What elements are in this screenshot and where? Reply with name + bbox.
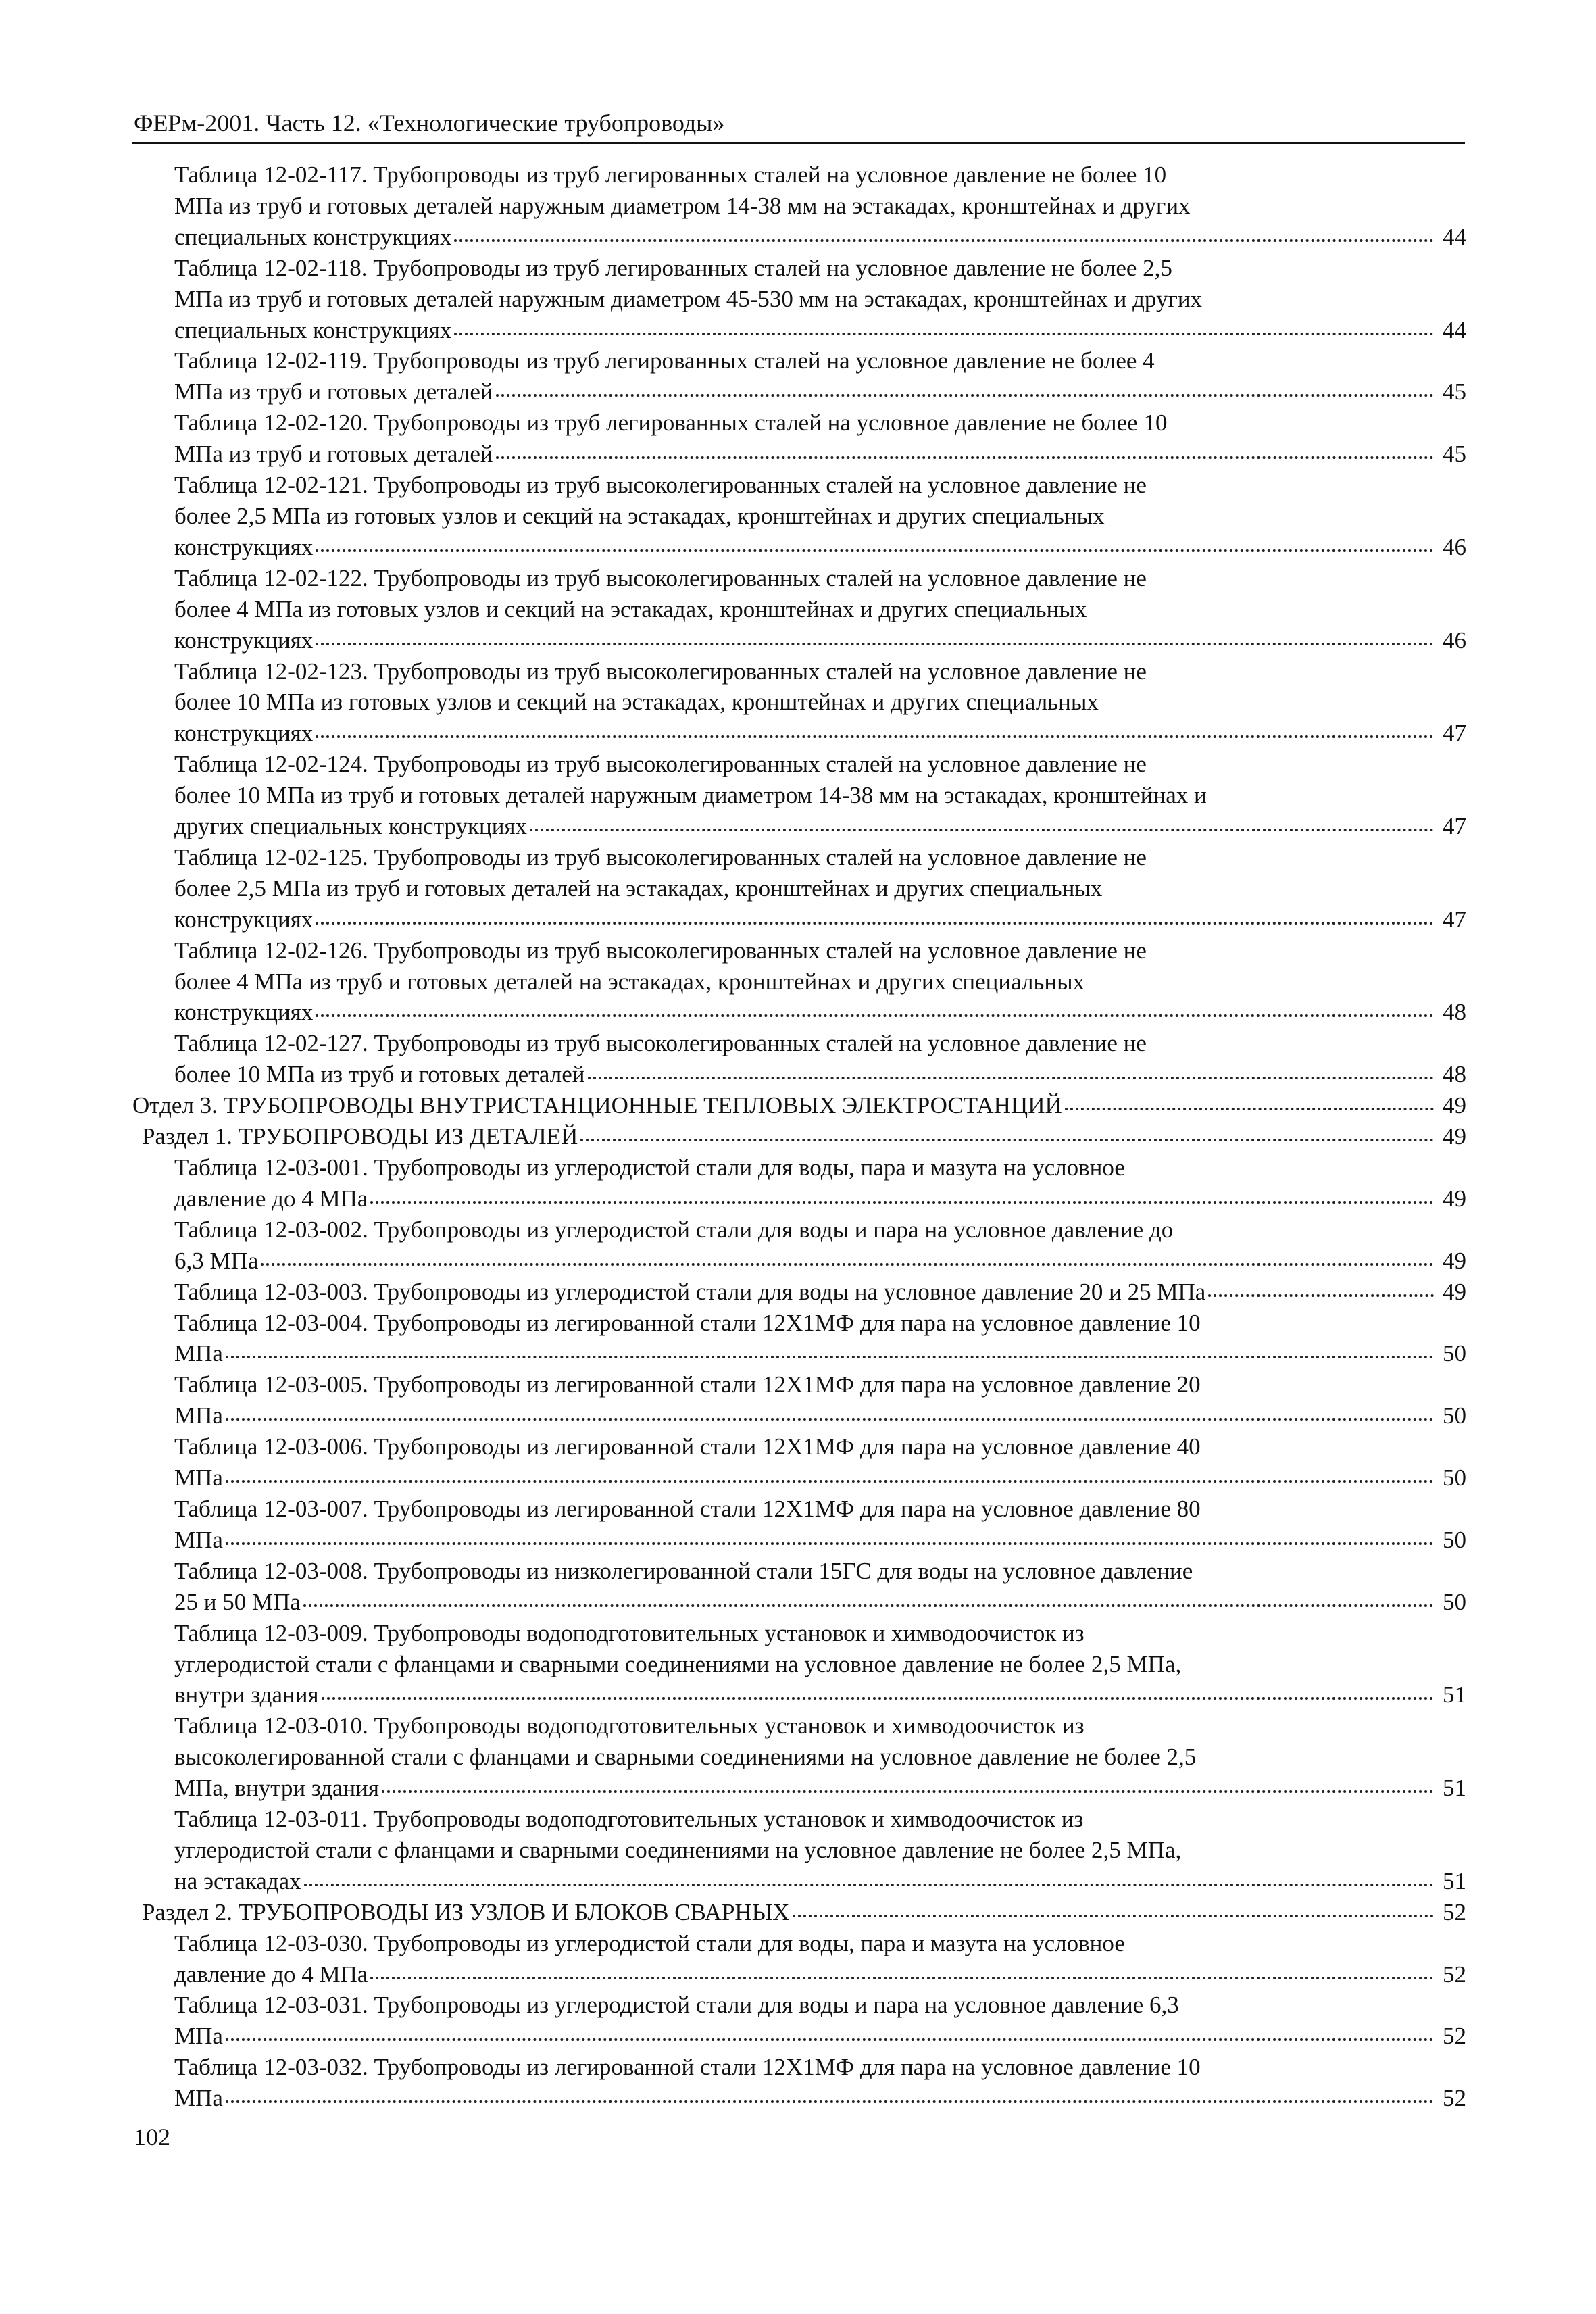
dot-leader <box>496 394 1434 397</box>
dot-leader <box>226 1542 1434 1545</box>
toc-entry-text-line: Таблица 12-02-121. Трубопроводы из труб высоколегированных сталей на условное давление не <box>174 472 1147 499</box>
dot-leader <box>580 1139 1434 1141</box>
toc-entry-table <box>174 656 1466 749</box>
dot-leader <box>226 2038 1434 2041</box>
toc-entry-table <box>174 842 1466 935</box>
toc-entry-text-line: давление до 4 МПа <box>174 1185 368 1212</box>
toc-entry-text-line: Таблица 12-03-009. Трубопроводы водоподготовительных установок и химводоочисток из <box>174 1619 1084 1646</box>
toc-page-ref: 49 <box>1443 1247 1466 1274</box>
toc-entry-text-line: более 10 МПа из труб и готовых деталей <box>174 1061 585 1088</box>
toc-entry-table <box>174 2052 1466 2114</box>
dot-leader <box>226 2100 1434 2103</box>
toc-entry-text-line: Таблица 12-02-126. Трубопроводы из труб высоколегированных сталей на условное давление не <box>174 937 1147 964</box>
toc-page-ref: 49 <box>1443 1185 1466 1212</box>
toc-entry-table <box>174 159 1466 253</box>
toc-page-ref: 49 <box>1443 1123 1466 1150</box>
dot-leader <box>588 1077 1435 1079</box>
toc-entry-text-line: МПа из труб и готовых деталей <box>174 378 493 405</box>
toc-entry-text-line: МПа <box>174 1526 223 1553</box>
dot-leader <box>316 922 1434 925</box>
dot-leader <box>530 829 1434 831</box>
header-rule <box>132 142 1465 144</box>
toc-entry-text-line: Таблица 12-02-117. Трубопроводы из труб легированных сталей на условное давление не более 10 <box>174 162 1167 188</box>
toc-page-ref: 50 <box>1443 1340 1466 1367</box>
toc-entry-text-line: 25 и 50 МПа <box>174 1588 301 1615</box>
toc-entry-text-line: Таблица 12-02-125. Трубопроводы из труб высоколегированных сталей на условное давление не <box>174 843 1147 870</box>
toc-entry-text-line: МПа <box>174 1340 223 1367</box>
toc-entry-text-line: Таблица 12-03-030. Трубопроводы из углеродистой стали для воды, пара и мазута на условное <box>174 1929 1125 1956</box>
toc-page-ref: 44 <box>1443 223 1466 250</box>
toc-entry-table <box>174 1214 1466 1277</box>
toc-page-ref: 50 <box>1443 1464 1466 1492</box>
toc-entry-division <box>132 1090 1466 1121</box>
toc-entry-text-line: более 4 МПа из труб и готовых деталей на эстакадах, кронштейнах и других специальных <box>174 968 1085 995</box>
dot-leader <box>226 1480 1434 1483</box>
toc-entry-text-line: более 10 МПа из труб и готовых деталей наружным диаметром 14-38 мм на эстакадах, кронштейнах и <box>174 782 1207 809</box>
toc-entry-text-line: Отдел 3. ТРУБОПРОВОДЫ ВНУТРИСТАНЦИОННЫЕ ТЕПЛОВЫХ ЭЛЕКТРОСТАНЦИЙ <box>132 1092 1062 1119</box>
toc-entry-section <box>142 1121 1466 1152</box>
toc-page-ref: 52 <box>1443 1961 1466 1988</box>
toc-entry-text-line: Таблица 12-03-008. Трубопроводы из низколегированной стали 15ГС для воды на условное давление <box>174 1557 1193 1584</box>
toc-entry-text-line: МПа, внутри здания <box>174 1775 379 1802</box>
toc-entry-text-line: Таблица 12-02-119. Трубопроводы из труб легированных сталей на условное давление не более 4 <box>174 347 1155 374</box>
toc-entry-text-line: Таблица 12-02-120. Трубопроводы из труб легированных сталей на условное давление не более 10 <box>174 410 1168 437</box>
toc-page-ref: 46 <box>1443 626 1466 654</box>
dot-leader <box>370 1977 1434 1979</box>
toc-entry-text-line: МПа из труб и готовых деталей <box>174 441 493 468</box>
dot-leader <box>1065 1108 1434 1110</box>
toc-entry-text-line: Таблица 12-03-032. Трубопроводы из легированной стали 12Х1МФ для пара на условное давление 10 <box>174 2054 1201 2081</box>
toc-entry-text-line: 6,3 МПа <box>174 1247 259 1274</box>
toc-entry-table <box>174 253 1466 346</box>
toc-entry-text-line: конструкциях <box>174 720 314 747</box>
dot-leader <box>226 1356 1434 1358</box>
toc-entry-table <box>174 1028 1466 1090</box>
toc-entry-text-line: Таблица 12-02-127. Трубопроводы из труб высоколегированных сталей на условное давление не <box>174 1030 1147 1057</box>
toc-page-ref: 50 <box>1443 1526 1466 1553</box>
dot-leader <box>316 1014 1434 1017</box>
dot-leader <box>303 1604 1434 1607</box>
dot-leader <box>226 1418 1434 1421</box>
toc-entry-text-line: более 4 МПа из готовых узлов и секций на эстакадах, кронштейнах и других специальных <box>174 595 1087 622</box>
toc-page-ref: 50 <box>1443 1588 1466 1615</box>
toc-entry-text-line: более 10 МПа из готовых узлов и секций на эстакадах, кронштейнах и других специальных <box>174 689 1099 716</box>
table-of-contents <box>132 159 1466 2114</box>
toc-entry-text-line: Раздел 1. ТРУБОПРОВОДЫ ИЗ ДЕТАЛЕЙ <box>142 1123 578 1150</box>
toc-entry-table <box>174 1556 1466 1618</box>
toc-page-ref: 47 <box>1443 906 1466 933</box>
dot-leader <box>316 735 1434 738</box>
toc-entry-text-line: Таблица 12-02-118. Трубопроводы из труб легированных сталей на условное давление не более 2,5 <box>174 254 1172 281</box>
toc-entry-table <box>174 1618 1466 1711</box>
page-number: 102 <box>134 2123 170 2150</box>
toc-entry-table <box>174 563 1466 656</box>
toc-entry-table <box>174 749 1466 842</box>
toc-entry-table <box>174 408 1466 470</box>
toc-page-ref: 48 <box>1443 999 1466 1026</box>
toc-entry-text-line: МПа <box>174 2023 223 2050</box>
dot-leader <box>454 239 1434 242</box>
dot-leader <box>261 1263 1434 1266</box>
running-header: ФЕРм-2001. Часть 12. «Технологические трубопроводы» <box>134 109 725 137</box>
toc-entry-text-line: специальных конструкциях <box>174 223 452 250</box>
toc-entry-text-line: Таблица 12-03-003. Трубопроводы из углеродистой стали для воды на условное давление 20 и 25 МПа <box>174 1278 1206 1305</box>
dot-leader <box>793 1915 1434 1917</box>
toc-entry-text-line: других специальных конструкциях <box>174 813 528 840</box>
toc-entry-text-line: конструкциях <box>174 906 314 933</box>
toc-page-ref: 49 <box>1443 1092 1466 1119</box>
toc-entry-table <box>174 935 1466 1029</box>
toc-page-ref: 52 <box>1443 1898 1466 1925</box>
toc-entry-table <box>174 1928 1466 1990</box>
toc-page-ref: 44 <box>1443 316 1466 343</box>
toc-entry-table <box>174 1277 1466 1308</box>
toc-entry-text-line: Таблица 12-03-011. Трубопроводы водоподготовительных установок и химводоочисток из <box>174 1806 1084 1833</box>
toc-page-ref: 52 <box>1443 2023 1466 2050</box>
toc-entry-table <box>174 470 1466 563</box>
toc-entry-text-line: МПа из труб и готовых деталей наружным диаметром 45-530 мм на эстакадах, кронштейнах и других <box>174 285 1203 312</box>
toc-entry-text-line: Таблица 12-03-007. Трубопроводы из легированной стали 12Х1МФ для пара на условное давление 80 <box>174 1495 1201 1522</box>
toc-entry-text-line: Таблица 12-02-124. Трубопроводы из труб высоколегированных сталей на условное давление не <box>174 751 1147 778</box>
toc-entry-text-line: внутри здания <box>174 1681 319 1708</box>
toc-page-ref: 52 <box>1443 2085 1466 2112</box>
toc-page-ref: 51 <box>1443 1867 1466 1894</box>
toc-entry-text-line: давление до 4 МПа <box>174 1961 368 1988</box>
toc-entry-table <box>174 1431 1466 1494</box>
toc-page-ref: 51 <box>1443 1775 1466 1802</box>
dot-leader <box>1208 1294 1434 1297</box>
toc-entry-text-line: МПа <box>174 1464 223 1492</box>
toc-page-ref: 47 <box>1443 720 1466 747</box>
dot-leader <box>316 549 1434 552</box>
toc-page-ref: 50 <box>1443 1402 1466 1429</box>
toc-entry-table <box>174 345 1466 408</box>
toc-entry-text-line: Таблица 12-03-010. Трубопроводы водоподготовительных установок и химводоочисток из <box>174 1713 1084 1740</box>
toc-entry-text-line: конструкциях <box>174 999 314 1026</box>
toc-entry-text-line: Таблица 12-02-122. Трубопроводы из труб высоколегированных сталей на условное давление не <box>174 564 1147 591</box>
toc-page-ref: 45 <box>1443 441 1466 468</box>
toc-entry-text-line: конструкциях <box>174 533 314 560</box>
toc-entry-table <box>174 1494 1466 1556</box>
toc-entry-text-line: Таблица 12-03-006. Трубопроводы из легированной стали 12Х1МФ для пара на условное давление 40 <box>174 1433 1201 1460</box>
toc-entry-text-line: МПа <box>174 2085 223 2112</box>
toc-entry-table <box>174 1369 1466 1431</box>
toc-entry-text-line: высоколегированной стали с фланцами и сварными соединениями на условное давление не более 2,5 <box>174 1744 1197 1771</box>
toc-entry-section <box>142 1897 1466 1928</box>
toc-entry-text-line: Раздел 2. ТРУБОПРОВОДЫ ИЗ УЗЛОВ И БЛОКОВ СВАРНЫХ <box>142 1898 790 1925</box>
dot-leader <box>382 1790 1434 1793</box>
toc-entry-table <box>174 1710 1466 1804</box>
dot-leader <box>370 1201 1434 1204</box>
dot-leader <box>454 333 1434 335</box>
toc-entry-text-line: более 2,5 МПа из труб и готовых деталей на эстакадах, кронштейнах и других специальных <box>174 875 1103 902</box>
toc-page-ref: 46 <box>1443 533 1466 560</box>
toc-entry-text-line: более 2,5 МПа из готовых узлов и секций на эстакадах, кронштейнах и других специальных <box>174 502 1105 529</box>
toc-entry-table <box>174 1804 1466 1897</box>
toc-entry-text-line: Таблица 12-03-004. Трубопроводы из легированной стали 12Х1МФ для пара на условное давление 10 <box>174 1309 1201 1336</box>
toc-entry-table <box>174 1990 1466 2052</box>
toc-entry-text-line: МПа из труб и готовых деталей наружным диаметром 14-38 мм на эстакадах, кронштейнах и других <box>174 192 1191 219</box>
toc-entry-text-line: Таблица 12-03-031. Трубопроводы из углеродистой стали для воды и пара на условное давление 6,3 <box>174 1992 1179 2019</box>
toc-entry-text-line: конструкциях <box>174 626 314 654</box>
dot-leader <box>322 1697 1434 1700</box>
dot-leader <box>304 1884 1434 1886</box>
toc-page-ref: 49 <box>1443 1278 1466 1305</box>
toc-entry-text-line: Таблица 12-03-001. Трубопроводы из углеродистой стали для воды, пара и мазута на условное <box>174 1154 1125 1181</box>
toc-entry-text-line: специальных конструкциях <box>174 316 452 343</box>
toc-entry-text-line: Таблица 12-03-002. Трубопроводы из углеродистой стали для воды и пара на условное давление до <box>174 1216 1174 1243</box>
toc-page-ref: 48 <box>1443 1061 1466 1088</box>
toc-page-ref: 51 <box>1443 1681 1466 1708</box>
toc-page-ref: 47 <box>1443 813 1466 840</box>
toc-entry-text-line: Таблица 12-02-123. Трубопроводы из труб высоколегированных сталей на условное давление не <box>174 658 1147 685</box>
toc-page-ref: 45 <box>1443 378 1466 405</box>
toc-entry-table <box>174 1152 1466 1214</box>
toc-entry-text-line: на эстакадах <box>174 1867 301 1894</box>
toc-entry-text-line: углеродистой стали с фланцами и сварными соединениями на условное давление не более 2,5 МПа, <box>174 1836 1182 1863</box>
toc-entry-text-line: углеродистой стали с фланцами и сварными соединениями на условное давление не более 2,5 МПа, <box>174 1650 1182 1677</box>
dot-leader <box>316 643 1434 645</box>
toc-entry-table <box>174 1308 1466 1370</box>
toc-entry-text-line: МПа <box>174 1402 223 1429</box>
dot-leader <box>496 456 1434 459</box>
toc-entry-text-line: Таблица 12-03-005. Трубопроводы из легированной стали 12Х1МФ для пара на условное давление 20 <box>174 1371 1201 1398</box>
